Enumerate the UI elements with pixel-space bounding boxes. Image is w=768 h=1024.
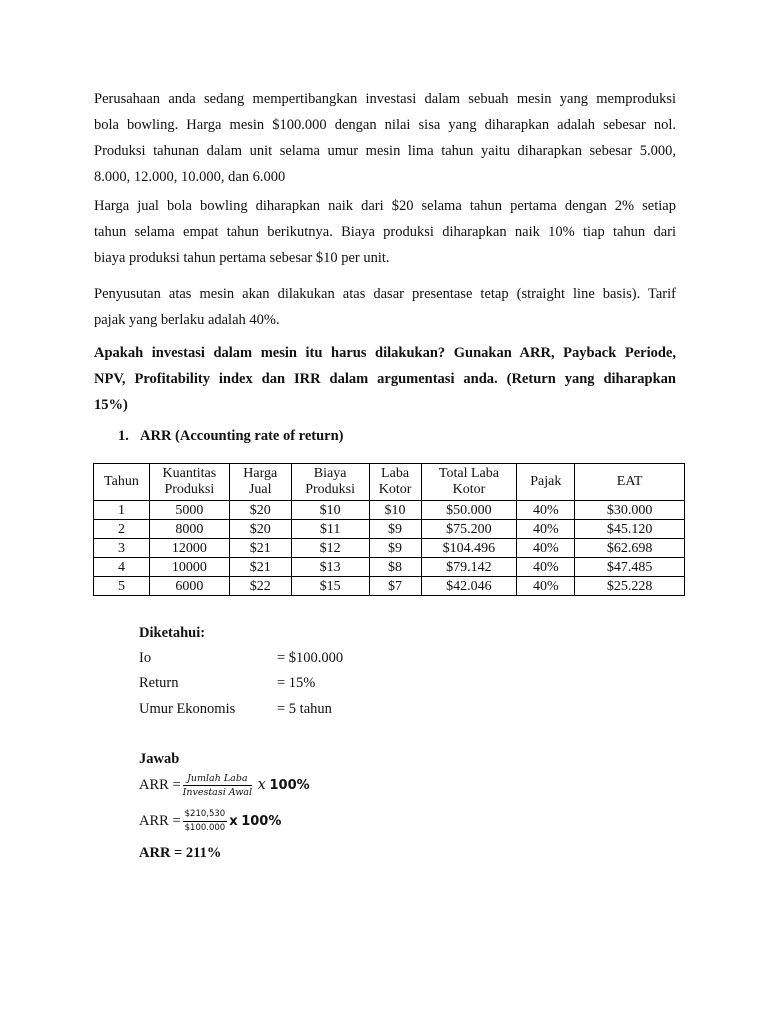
text-line: tahun selama empat tahun berikutnya. Biaya produksi diharapkan naik 10% tiap tahun dari: [94, 224, 676, 240]
column-header: Total Laba Kotor: [421, 464, 517, 501]
table-cell: $10: [369, 501, 421, 520]
column-header: Laba Kotor: [369, 464, 421, 501]
table-cell: 2: [94, 520, 150, 539]
section-heading-arr: [118, 428, 344, 445]
table-cell: $21: [229, 558, 291, 577]
table-cell: 8000: [149, 520, 229, 539]
table-cell: 5000: [149, 501, 229, 520]
formula-percent: 100%: [241, 813, 282, 829]
table-cell: $45.120: [575, 520, 685, 539]
table-cell: $10: [291, 501, 369, 520]
table-cell: 1: [94, 501, 150, 520]
text-line: bola bowling. Harga mesin $100.000 dengan nilai sisa yang diharapkan adalah sebesar nol.: [94, 117, 676, 133]
table-row: [94, 520, 685, 539]
formula-percent: 100%: [269, 777, 310, 793]
table-cell: 6000: [149, 577, 229, 596]
table-cell: 3: [94, 539, 150, 558]
table-row: [94, 539, 685, 558]
known-item: [139, 701, 332, 718]
fraction-numerator: $210,530: [183, 809, 228, 822]
formula-lhs: ARR =: [139, 776, 181, 793]
text-line: Perusahaan anda sedang mempertibangkan investasi dalam sebuah mesin yang memproduksi: [94, 91, 676, 107]
column-header: Kuantitas Produksi: [149, 464, 229, 501]
column-header: Biaya Produksi: [291, 464, 369, 501]
text-line: Penyusutan atas mesin akan dilakukan atas dasar presentase tetap (straight line basis). Tarif: [94, 286, 676, 302]
column-header: EAT: [575, 464, 685, 501]
known-item: [139, 675, 315, 692]
fraction-numerator: Jumlah Laba: [183, 773, 252, 786]
table-cell: $79.142: [421, 558, 517, 577]
known-label: Return: [139, 675, 179, 691]
table-cell: 10000: [149, 558, 229, 577]
known-item: [139, 650, 343, 667]
table-cell: $25.228: [575, 577, 685, 596]
question-paragraph: [94, 340, 676, 418]
table-cell: $9: [369, 539, 421, 558]
table-cell: $12: [291, 539, 369, 558]
text-line: biaya produksi tahun pertama sebesar $10 per unit.: [94, 250, 390, 266]
section-title: ARR (Accounting rate of return): [140, 428, 344, 444]
table-cell: $20: [229, 501, 291, 520]
table-cell: $15: [291, 577, 369, 596]
column-header: Pajak: [517, 464, 575, 501]
table-cell: 40%: [517, 539, 575, 558]
table-cell: $22: [229, 577, 291, 596]
formula-lhs: ARR =: [139, 812, 181, 829]
table-cell: $104.496: [421, 539, 517, 558]
table-row: [94, 577, 685, 596]
table-cell: $11: [291, 520, 369, 539]
table-row: [94, 558, 685, 577]
table-cell: $42.046: [421, 577, 517, 596]
arr-result: ARR = 211%: [139, 845, 222, 861]
table-cell: $13: [291, 558, 369, 577]
arr-table: [93, 463, 685, 596]
table-header-row: [94, 464, 685, 501]
text-line: Produksi tahunan dalam unit selama umur mesin lima tahun yaitu diharapkan sebesar 5.000,: [94, 143, 676, 159]
known-label: Umur Ekonomis: [139, 701, 236, 717]
known-label: Io: [139, 650, 152, 666]
known-title: Diketahui:: [139, 625, 206, 641]
table-cell: 40%: [517, 577, 575, 596]
known-value: = $100.000: [277, 650, 344, 666]
column-header: Harga Jual: [229, 464, 291, 501]
table-cell: $62.698: [575, 539, 685, 558]
multiply-sign: x: [229, 813, 238, 829]
answer-title: Jawab: [139, 751, 180, 767]
known-value: = 15%: [277, 675, 316, 691]
fraction-denominator: $100.000: [184, 823, 226, 833]
table-cell: $9: [369, 520, 421, 539]
text-line: 8.000, 12.000, 10.000, dan 6.000: [94, 169, 286, 185]
text-line: 15%): [94, 397, 128, 413]
table-cell: 12000: [149, 539, 229, 558]
paragraph-price: [94, 193, 676, 271]
table-cell: 40%: [517, 520, 575, 539]
table-cell: $75.200: [421, 520, 517, 539]
formula-fraction: [183, 773, 252, 798]
arr-calculation: [139, 809, 281, 834]
column-header: Tahun: [94, 464, 150, 501]
table-cell: 40%: [517, 558, 575, 577]
arr-formula: [139, 773, 310, 798]
table-cell: $7: [369, 577, 421, 596]
text-line: Apakah investasi dalam mesin itu harus dilakukan? Gunakan ARR, Payback Periode,: [94, 345, 676, 361]
fraction-denominator: Investasi Awal: [182, 787, 253, 798]
table-row: [94, 501, 685, 520]
table-cell: 4: [94, 558, 150, 577]
table-cell: $50.000: [421, 501, 517, 520]
table-cell: $30.000: [575, 501, 685, 520]
table-cell: 5: [94, 577, 150, 596]
known-value: = 5 tahun: [277, 701, 332, 717]
table-cell: $21: [229, 539, 291, 558]
multiply-sign: x: [257, 776, 266, 793]
paragraph-depreciation: [94, 281, 676, 333]
table-cell: $47.485: [575, 558, 685, 577]
text-line: pajak yang berlaku adalah 40%.: [94, 312, 280, 328]
section-number: 1.: [118, 428, 129, 444]
table-cell: $8: [369, 558, 421, 577]
text-line: Harga jual bola bowling diharapkan naik dari $20 selama tahun pertama dengan 2% setiap: [94, 198, 676, 214]
text-line: NPV, Profitability index dan IRR dalam argumentasi anda. (Return yang diharapkan: [94, 371, 676, 387]
paragraph-intro: [94, 86, 676, 190]
formula-fraction: [183, 809, 228, 834]
table-cell: 40%: [517, 501, 575, 520]
table-cell: $20: [229, 520, 291, 539]
